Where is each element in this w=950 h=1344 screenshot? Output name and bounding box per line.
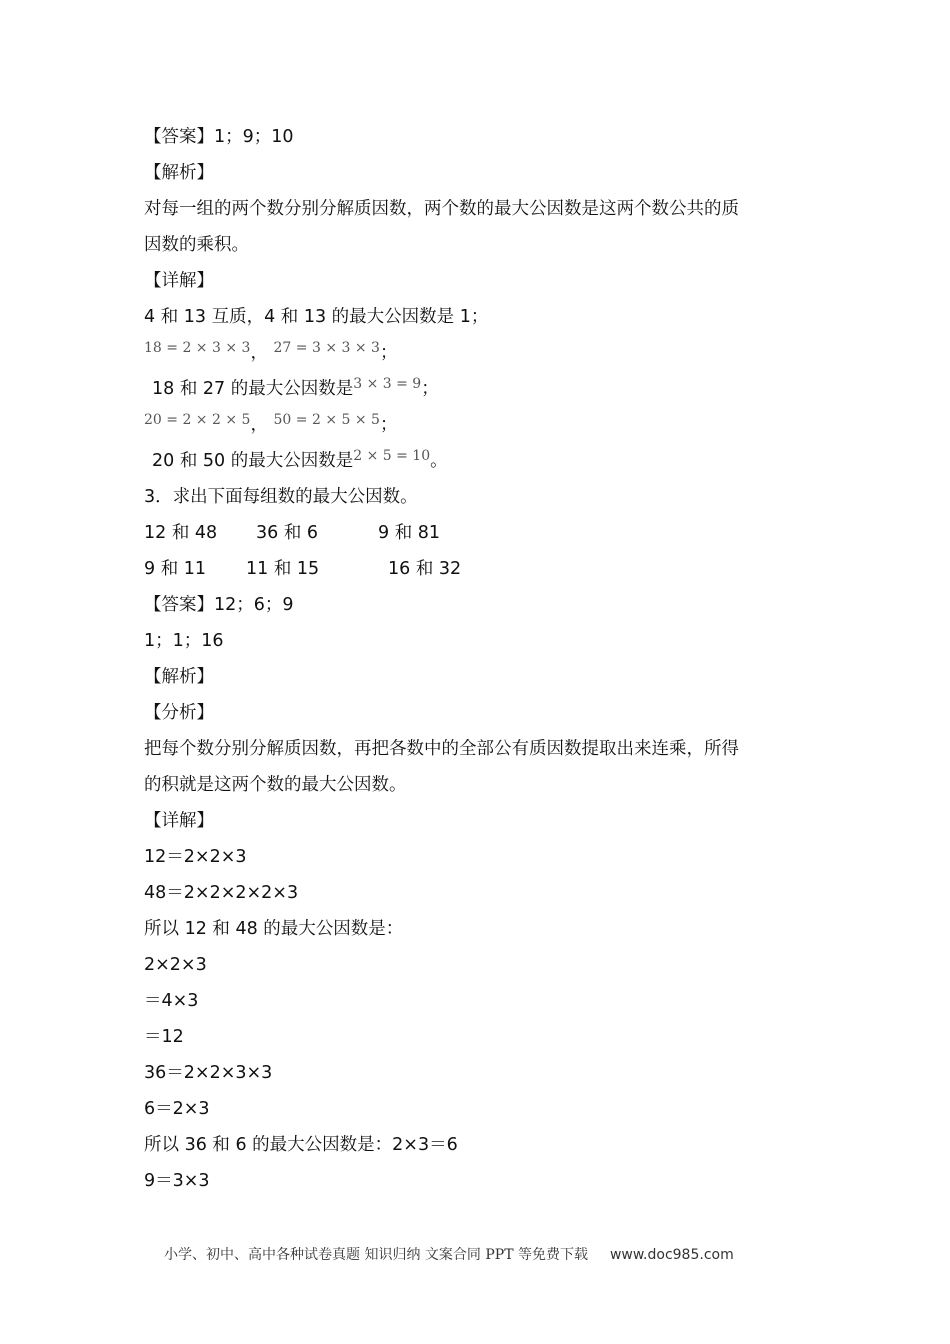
end-mark: ； — [379, 415, 398, 435]
pair-cell: 9 和 81 — [378, 523, 441, 543]
fenxi-text-1: 把每个数分别分解质因数，再把各数中的全部公有质因数提取出来连乘，所得 — [144, 739, 739, 759]
detail-line: 9＝3×3 — [144, 1171, 210, 1191]
answer-line: 【答案】1；9；10 — [144, 127, 294, 147]
pair-cell: 16 和 32 — [388, 559, 462, 579]
fenxi-text-2: 的积就是这两个数的最大公因数。 — [144, 775, 407, 795]
detail-heading-2: 【详解】 — [144, 811, 214, 831]
gcd-18-27 — [144, 376, 824, 412]
end-mark: 。 — [430, 451, 448, 471]
answer-line-2: 【答案】12；6；9 — [144, 595, 294, 615]
footer-text: 小学、初中、高中各种试卷真题 知识归纳 文案合同 PPT 等免费下载 — [164, 1247, 588, 1263]
gcd-math: 3 × 3 = 9 — [353, 376, 422, 392]
gcd-text: 18 和 27 的最大公因数是 — [152, 379, 354, 399]
math-20: 20 = 2 × 2 × 5 — [144, 412, 251, 428]
detail-line: 12＝2×2×3 — [144, 847, 247, 867]
question-3-row-2 — [144, 556, 824, 592]
pair-cell: 36 和 6 — [256, 523, 319, 543]
detail-line: 所以 12 和 48 的最大公因数是： — [144, 919, 404, 939]
pair-cell: 11 和 15 — [246, 559, 320, 579]
sep: ， — [250, 343, 268, 363]
analysis-heading: 【解析】 — [144, 163, 214, 183]
pair-cell: 12 和 48 — [144, 523, 218, 543]
question-3-title: 3．求出下面每组数的最大公因数。 — [144, 487, 418, 507]
math-18: 18 = 2 × 3 × 3 — [144, 340, 251, 356]
analysis-heading-2: 【解析】 — [144, 667, 214, 687]
detail-line: ＝12 — [144, 1027, 184, 1047]
gcd-math: 2 × 5 = 10 — [353, 448, 431, 464]
footer-website-link[interactable]: www.doc985.com — [609, 1247, 734, 1263]
analysis-text-2: 因数的乘积。 — [144, 235, 249, 255]
detail-line: 36＝2×2×3×3 — [144, 1063, 273, 1083]
analysis-text-1: 对每一组的两个数分别分解质因数，两个数的最大公因数是这两个数公共的质 — [144, 199, 739, 219]
document-body — [144, 124, 824, 1204]
detail-line-coprime: 4 和 13 互质，4 和 13 的最大公因数是 1； — [144, 307, 489, 327]
detail-heading: 【详解】 — [144, 271, 214, 291]
page-footer — [164, 1244, 734, 1264]
detail-line: 48＝2×2×2×2×3 — [144, 883, 299, 903]
pair-cell: 9 和 11 — [144, 559, 207, 579]
detail-line: 2×2×3 — [144, 955, 207, 975]
factorization-18-27 — [144, 340, 824, 376]
detail-line: ＝4×3 — [144, 991, 199, 1011]
answer-line-3: 1；1；16 — [144, 631, 224, 651]
math-50: 50 = 2 × 5 × 5 — [273, 412, 380, 428]
detail-line: 6＝2×3 — [144, 1099, 210, 1119]
gcd-text: 20 和 50 的最大公因数是 — [152, 451, 354, 471]
detail-line: 所以 36 和 6 的最大公因数是：2×3＝6 — [144, 1135, 458, 1155]
math-27: 27 = 3 × 3 × 3 — [273, 340, 380, 356]
end-mark: ； — [379, 343, 398, 363]
gcd-20-50 — [144, 448, 824, 484]
end-mark: ； — [421, 379, 439, 399]
sep: ， — [250, 415, 268, 435]
question-3-row-1 — [144, 520, 824, 556]
factorization-20-50 — [144, 412, 824, 448]
fenxi-heading: 【分析】 — [144, 703, 214, 723]
